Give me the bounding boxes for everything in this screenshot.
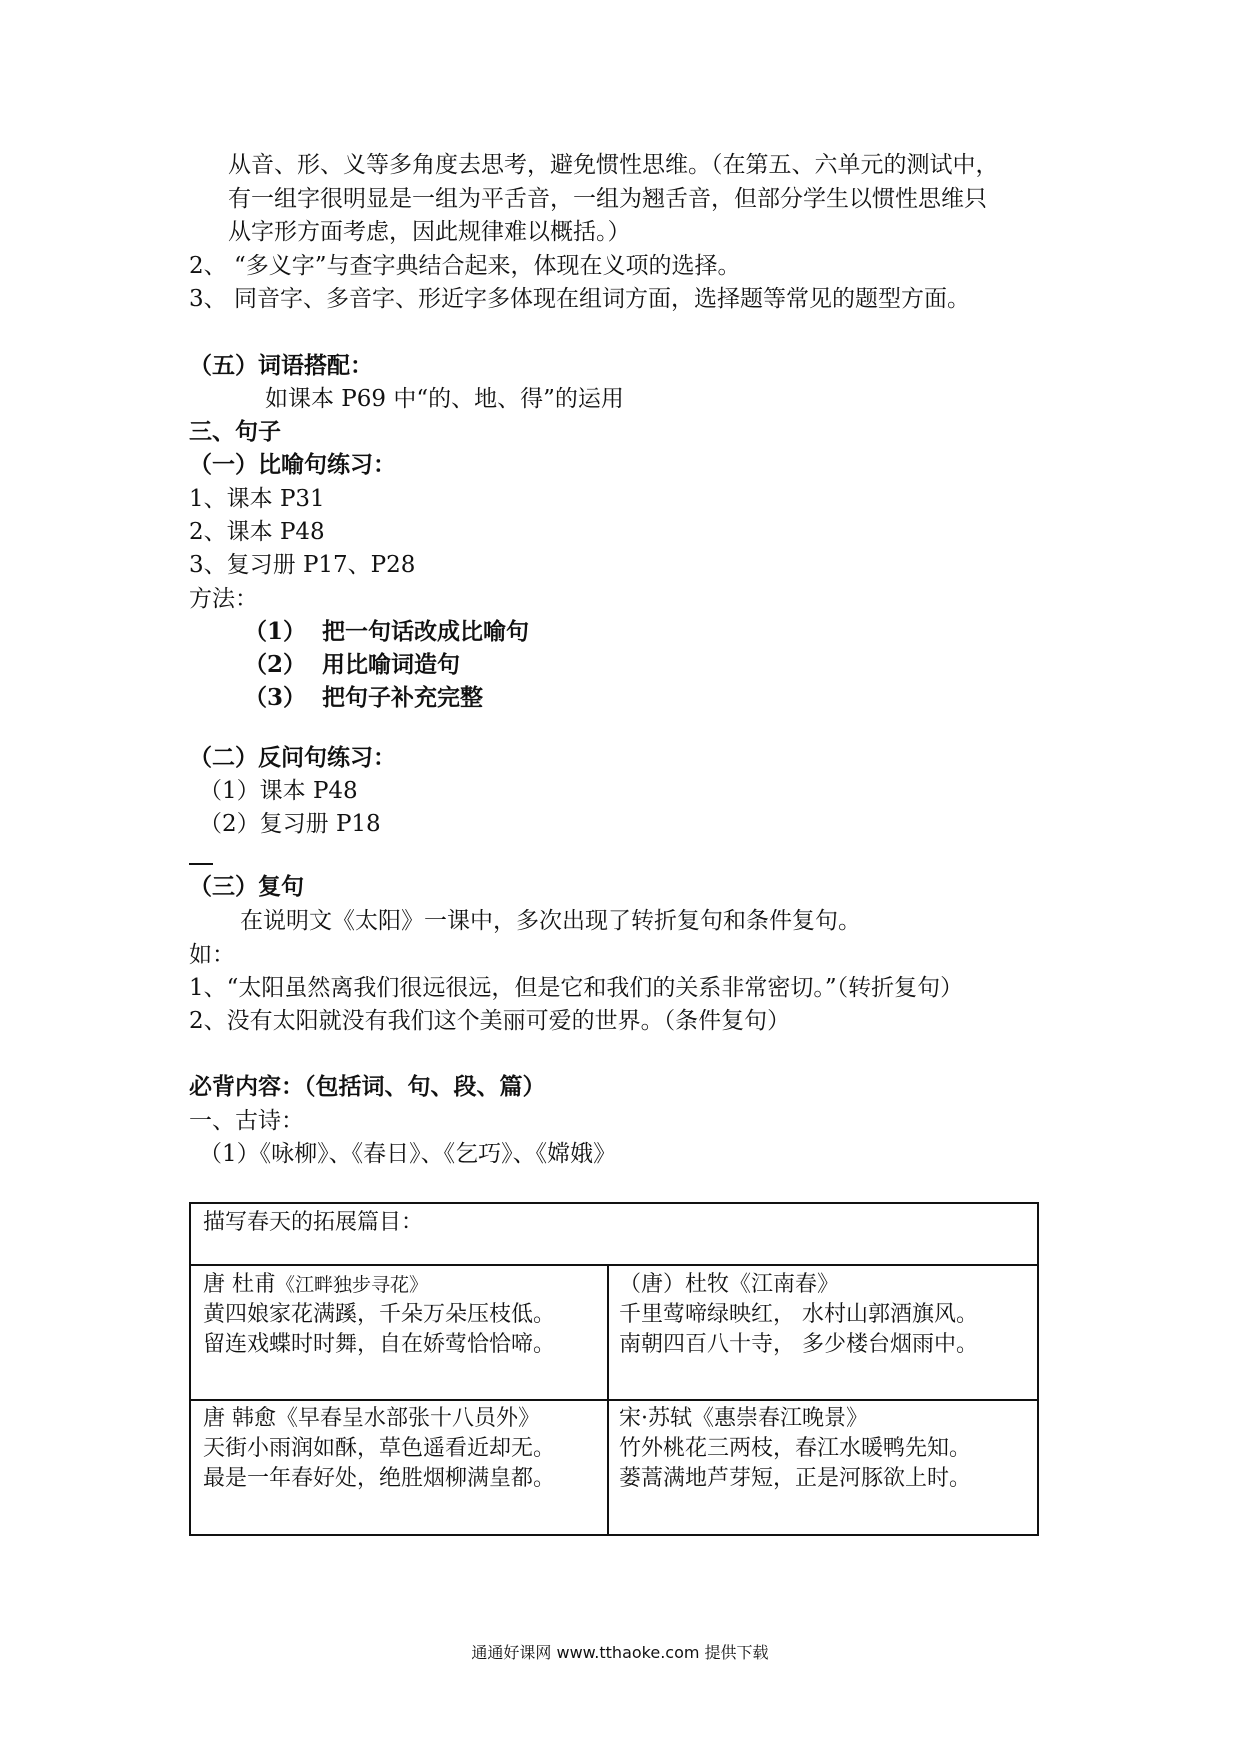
method-number: （2） — [244, 651, 307, 678]
intro-line-2: 有一组字很明显是一组为平舌音，一组为翘舌音，但部分学生以惯性思维只 — [228, 186, 987, 212]
intro-item-3: 3、 同音字、多音字、形近字多体现在组词方面，选择题等常见的题型方面。 — [189, 286, 970, 312]
complex-heading: （三）复句 — [189, 873, 304, 900]
poem-line: 竹外桃花三两枝，春江水暖鸭先知。 — [619, 1436, 972, 1461]
poem-line: 留连戏蝶时时舞，自在娇莺恰恰啼。 — [203, 1332, 556, 1357]
poem-author: 唐 韩愈 — [203, 1406, 276, 1431]
poem-title: 《早春呈水部张十八员外》 — [276, 1406, 541, 1431]
poem-line: 黄四娘家花满蹊，千朵万朵压枝低。 — [203, 1302, 556, 1327]
intro-line-1: 从音、形、义等多角度去思考，避免惯性思维。（在第五、六单元的测试中， — [228, 152, 999, 178]
table-title-cell — [203, 1208, 423, 1238]
poem-author: 宋·苏轼 — [619, 1406, 692, 1431]
table-cell — [619, 1270, 978, 1360]
example-line: 2、没有太阳就没有我们这个美丽可爱的世界。（条件复句） — [189, 1008, 791, 1034]
method-text: 把句子补充完整 — [322, 684, 483, 711]
poem-line: 南朝四百八十寺， 多少楼台烟雨中。 — [619, 1332, 978, 1357]
table-divider — [191, 1264, 1037, 1266]
rhetorical-item: （1）课本 P48 — [199, 778, 358, 804]
intro-item-2: 2、 “多义字”与查字典结合起来，体现在义项的选择。 — [189, 253, 741, 279]
collocation-text: 如课本 P69 中“的、地、得”的运用 — [265, 386, 624, 412]
poem-line: 最是一年春好处，绝胜烟柳满皇都。 — [203, 1466, 556, 1491]
example-line: 1、“太阳虽然离我们很远很远，但是它和我们的关系非常密切。”（转折复句） — [189, 975, 964, 1001]
table-title: 描写春天的拓展篇目： — [203, 1210, 424, 1235]
simile-item: 1、课本 P31 — [189, 486, 325, 512]
example-label: 如： — [189, 942, 235, 968]
complex-text: 在说明文《太阳》一课中，多次出现了转折复句和条件复句。 — [240, 908, 861, 934]
margin-mark — [189, 863, 213, 865]
table-divider — [191, 1399, 1037, 1401]
intro-line-3: 从字形方面考虑，因此规律难以概括。） — [228, 219, 631, 245]
table-divider — [607, 1264, 609, 1534]
simile-heading: （一）比喻句练习： — [189, 451, 396, 478]
poem-table — [189, 1202, 1039, 1536]
simile-item: 2、课本 P48 — [189, 519, 325, 545]
poem-title: 《江南春》 — [729, 1272, 840, 1297]
table-cell — [619, 1404, 971, 1494]
method-label: 方法： — [189, 586, 258, 612]
method-text: 用比喻词造句 — [322, 651, 460, 678]
method-number: （1） — [244, 618, 307, 645]
method-text: 把一句话改成比喻句 — [322, 618, 529, 645]
rhetorical-item: （2）复习册 P18 — [199, 811, 381, 837]
poems-line: （1）《咏柳》、《春日》、《乞巧》、《嫦娥》 — [199, 1141, 617, 1167]
poem-author: 唐 杜甫 — [203, 1272, 276, 1297]
poems-heading: 一、古诗： — [189, 1108, 304, 1134]
poem-author: （唐）杜牧 — [619, 1272, 730, 1297]
poem-title: 《惠崇春江晚景》 — [692, 1406, 869, 1431]
table-cell — [203, 1270, 555, 1360]
poem-line: 千里莺啼绿映红， 水村山郭酒旗风。 — [619, 1302, 978, 1327]
poem-line: 天街小雨润如酥，草色遥看近却无。 — [203, 1436, 556, 1461]
page-footer: 通通好课网 www.tthaoke.com 提供下载 — [471, 1643, 769, 1662]
poem-title: 《江畔独步寻花》 — [276, 1274, 429, 1296]
memorize-heading: 必背内容：（包括词、句、段、篇） — [189, 1073, 546, 1100]
collocation-heading: （五）词语搭配： — [189, 352, 373, 379]
method-number: （3） — [244, 684, 307, 711]
poem-line: 蒌蒿满地芦芽短，正是河豚欲上时。 — [619, 1466, 972, 1491]
simile-item: 3、复习册 P17、P28 — [189, 552, 416, 578]
table-cell — [203, 1404, 555, 1494]
rhetorical-heading: （二）反问句练习： — [189, 744, 396, 771]
sentences-heading: 三、句子 — [189, 418, 281, 445]
